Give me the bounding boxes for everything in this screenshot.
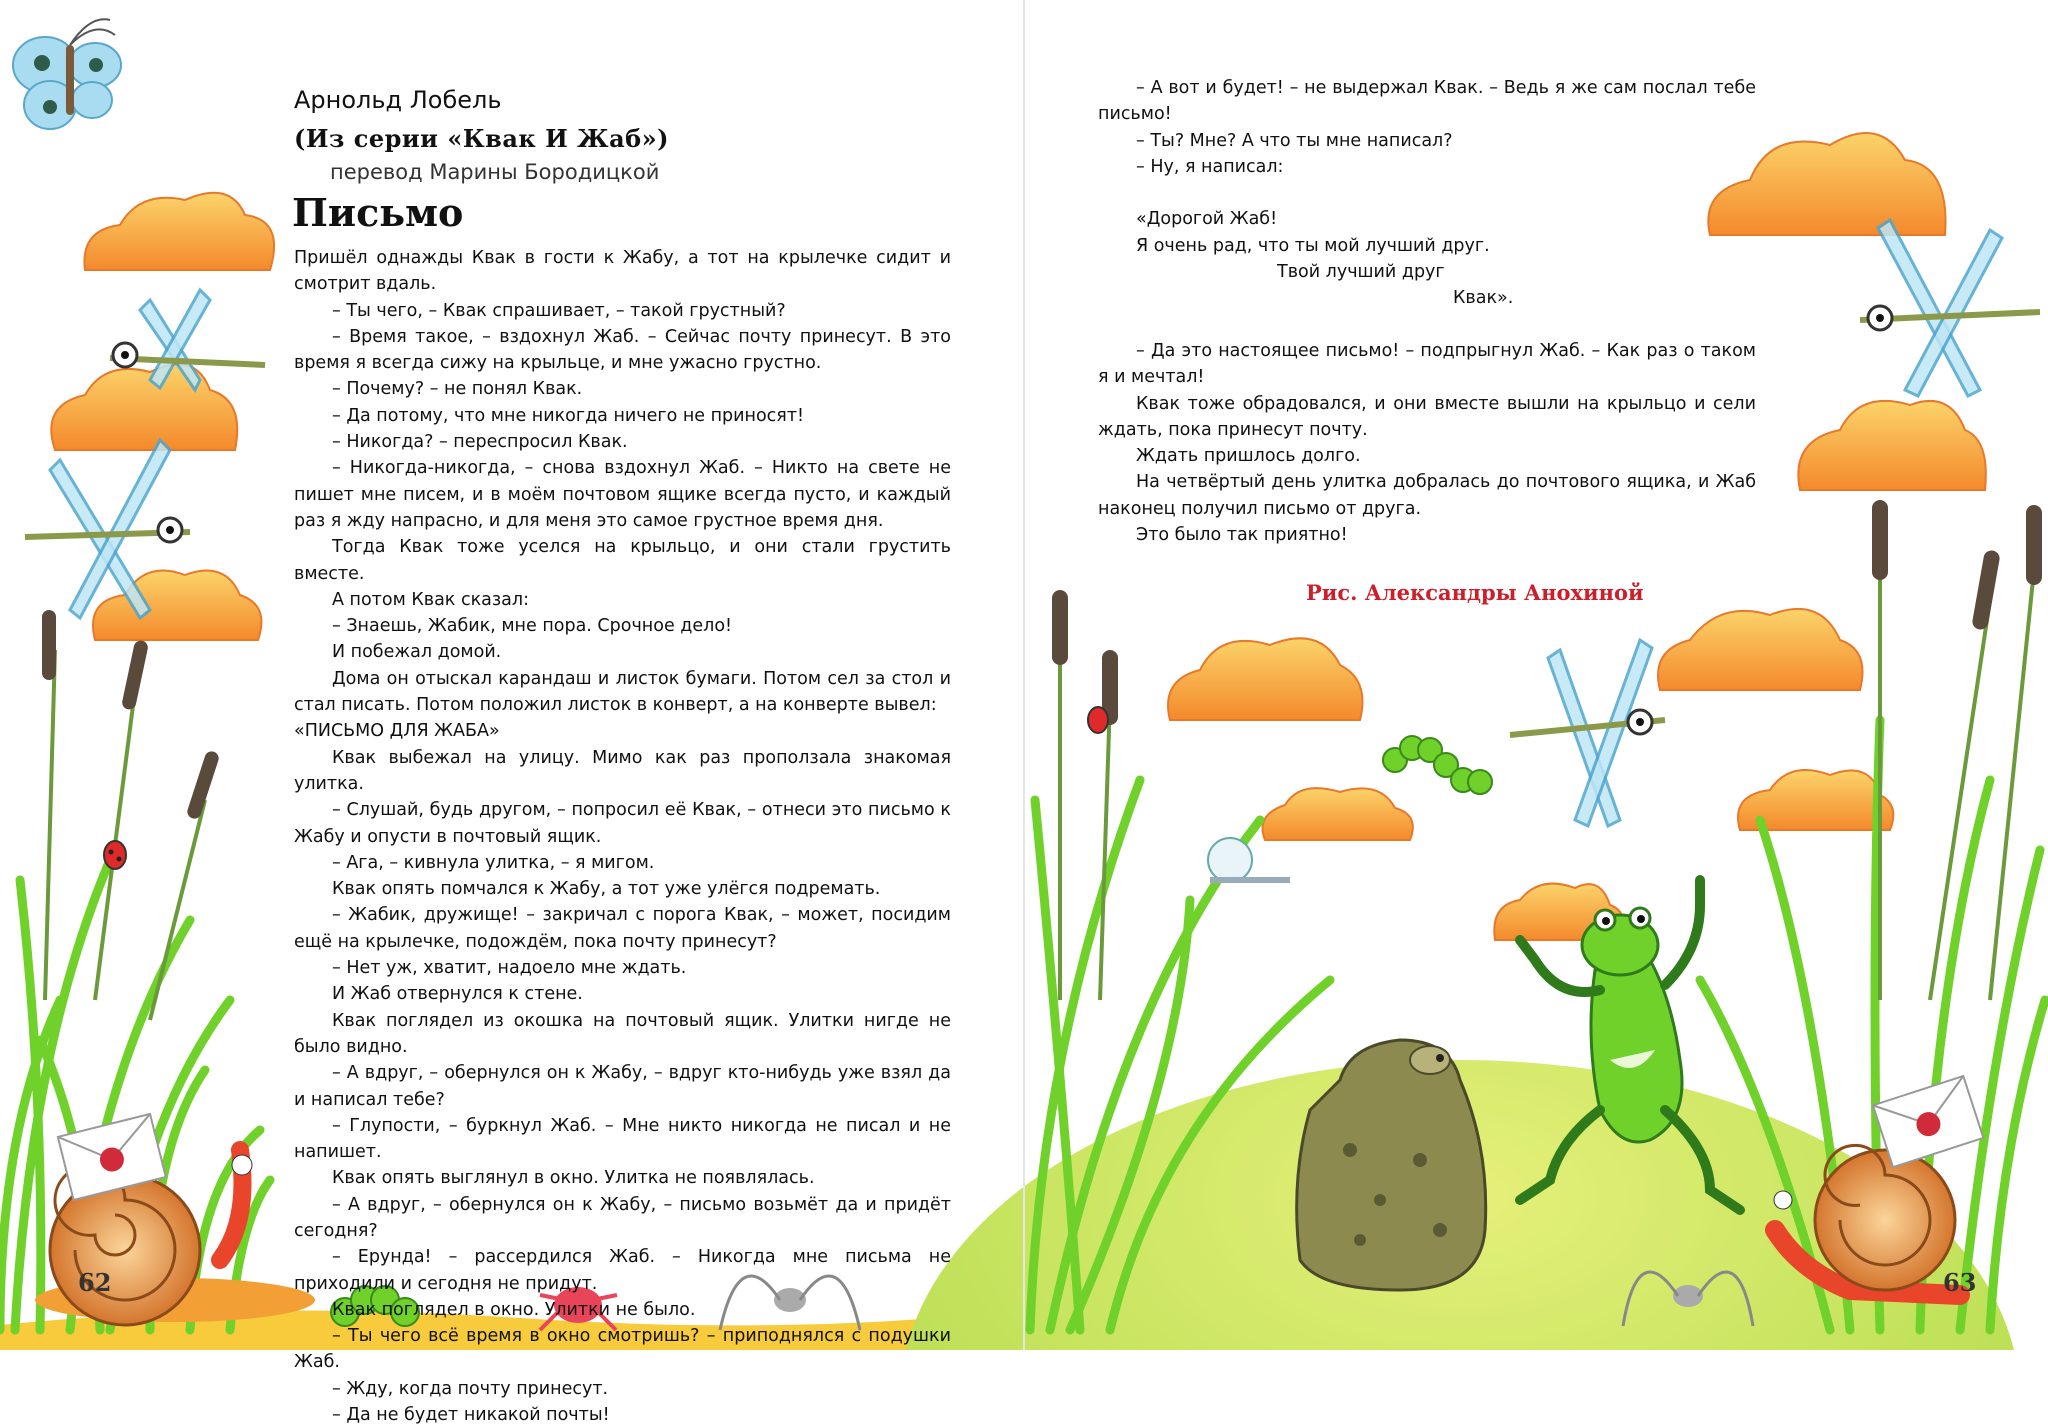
paragraph: Квак выбежал на улицу. Мимо как раз проползала знакомая улитка. bbox=[294, 747, 951, 794]
story-title: Письмо bbox=[292, 190, 464, 235]
paragraph: Это было так приятно! bbox=[1136, 525, 1348, 546]
paragraph: – Да потому, что мне никогда ничего не приносят! bbox=[332, 405, 805, 426]
paragraph: – Жду, когда почту принесут. bbox=[332, 1378, 609, 1399]
letter-signature: Квак». bbox=[1453, 288, 1514, 309]
paragraph: – Ерунда! – рассердился Жаб. – Никогда мне письма не приходили и сегодня не придут. bbox=[294, 1247, 951, 1294]
blank-line bbox=[1098, 312, 1756, 338]
paragraph: Квак поглядел из окошка на почтовый ящик. Улитки нигде не было видно. bbox=[294, 1010, 951, 1057]
paragraph: – Никогда? – переспросил Квак. bbox=[332, 432, 628, 453]
dragonfly-icon bbox=[1510, 640, 1665, 826]
envelope-inscription: «ПИСЬМО ДЛЯ ЖАБА» bbox=[294, 721, 500, 742]
paragraph: – А вдруг, – обернулся он к Жабу, – вдруг кто-нибудь уже взял да и написал тебе? bbox=[294, 1063, 951, 1110]
paragraph: – А вдруг, – обернулся он к Жабу, – письмо возьмёт да и придёт сегодня? bbox=[294, 1194, 951, 1241]
paragraph: Квак опять выглянул в окно. Улитка не появлялась. bbox=[332, 1168, 815, 1189]
paragraph: Ждать пришлось долго. bbox=[1136, 446, 1361, 467]
paragraph: – Ага, – кивнула улитка, – я мигом. bbox=[332, 852, 655, 873]
blank-line bbox=[1098, 180, 1756, 206]
paragraph: Пришёл однажды Квак в гости к Жабу, а тот на крылечке сидит и смотрит вдаль. bbox=[294, 248, 951, 295]
envelope-icon bbox=[1873, 1076, 1983, 1167]
paragraph: – Ты? Мне? А что ты мне написал? bbox=[1136, 130, 1453, 151]
paragraph: – Никогда-никогда, – снова вздохнул Жаб. – Никто на свете не пишет мне писем, и в моём почтовом ящике всегда пусто, и каждый раз я жду напрасно, и для меня это самое грустное время дня. bbox=[294, 458, 951, 531]
ladybug-icon bbox=[104, 841, 126, 869]
paragraph: – Нет уж, хватит, надоело мне ждать. bbox=[332, 958, 687, 979]
page-number-left: 62 bbox=[78, 1268, 112, 1297]
paragraph: – Ну, я написал: bbox=[1136, 156, 1284, 177]
reeds bbox=[42, 610, 220, 1020]
ladybug-icon bbox=[1088, 707, 1108, 733]
paragraph: – Глупости, – буркнул Жаб. – Мне никто никогда не писал и не напишет. bbox=[294, 1115, 951, 1163]
paragraph: Тогда Квак тоже уселся на крыльцо, и они стали грустить вместе. bbox=[294, 537, 951, 584]
paragraph: – Да это настоящее письмо! – подпрыгнул Жаб. – Как раз о таком я и мечтал! bbox=[1098, 340, 1756, 388]
paragraph: Квак поглядел в окно. Улитки не было. bbox=[332, 1299, 696, 1320]
paragraph: – Жабик, дружище! – закричал с порога Квак, – может, посидим ещё на крылечке, подождём, пока почту принесут? bbox=[294, 905, 951, 952]
paragraph: – Слушай, будь другом, – попросил её Квак, – отнеси это письмо к Жабу и опусти в почтовый ящик. bbox=[294, 800, 951, 847]
butterfly-icon bbox=[13, 19, 121, 129]
paragraph: – Да не будет никакой почты! bbox=[332, 1405, 610, 1426]
caterpillar-icon bbox=[1383, 736, 1492, 794]
paragraph: А потом Квак сказал: bbox=[332, 589, 529, 610]
paragraph: Квак опять помчался к Жабу, а тот уже улёгся подремать. bbox=[332, 879, 881, 900]
letter-greeting: «Дорогой Жаб! bbox=[1136, 209, 1278, 230]
paragraph: – А вот и будет! – не выдержал Квак. – Ведь я же сам послал тебе письмо! bbox=[1098, 78, 1756, 125]
paragraph: – Знаешь, Жабик, мне пора. Срочное дело! bbox=[332, 616, 733, 637]
page-gutter bbox=[1023, 0, 1025, 1350]
author-name: Арнольд Лобель bbox=[294, 86, 502, 114]
paragraph: Дома он отыскал карандаш и листок бумаги. Потом сел за стол и стал писать. Потом положил листок в конверт, а на конверте вывел: bbox=[294, 668, 951, 716]
paragraph: И Жаб отвернулся к стене. bbox=[332, 984, 583, 1005]
paragraph: И побежал домой. bbox=[332, 642, 502, 663]
paragraph: – Ты чего, – Квак спрашивает, – такой грустный? bbox=[332, 300, 786, 321]
letter-closing: Твой лучший друг bbox=[1277, 262, 1445, 283]
paragraph: Квак тоже обрадовался, и они вместе вышли на крыльцо и сели ждать, пока принесут почту. bbox=[1098, 393, 1756, 440]
page-number-right: 63 bbox=[1943, 1268, 1977, 1297]
dragonfly-icon bbox=[1860, 220, 2040, 396]
series-title: (Из серии «Квак И Жаб») bbox=[294, 124, 670, 153]
right-page-text bbox=[1098, 75, 1756, 548]
paragraph: На четвёртый день улитка добралась до почтового ящика, и Жаб наконец получил письмо от друга. bbox=[1098, 472, 1756, 519]
left-page-text bbox=[294, 245, 951, 1428]
translator-credit: перевод Марины Бородицкой bbox=[330, 160, 660, 184]
illustrator-credit: Рис. Александры Анохиной bbox=[1306, 580, 1644, 605]
snail-icon bbox=[1208, 838, 1290, 882]
cloud bbox=[51, 193, 274, 640]
paragraph: – Время такое, – вздохнул Жаб. – Сейчас почту принесут. В это время я всегда сижу на крыльце, и мне ужасно грустно. bbox=[294, 326, 951, 374]
letter-body: Я очень рад, что ты мой лучший друг. bbox=[1136, 235, 1490, 256]
paragraph: – Почему? – не понял Квак. bbox=[332, 379, 583, 400]
paragraph: – Ты чего всё время в окно смотришь? – приподнялся с подушки Жаб. bbox=[294, 1326, 951, 1373]
